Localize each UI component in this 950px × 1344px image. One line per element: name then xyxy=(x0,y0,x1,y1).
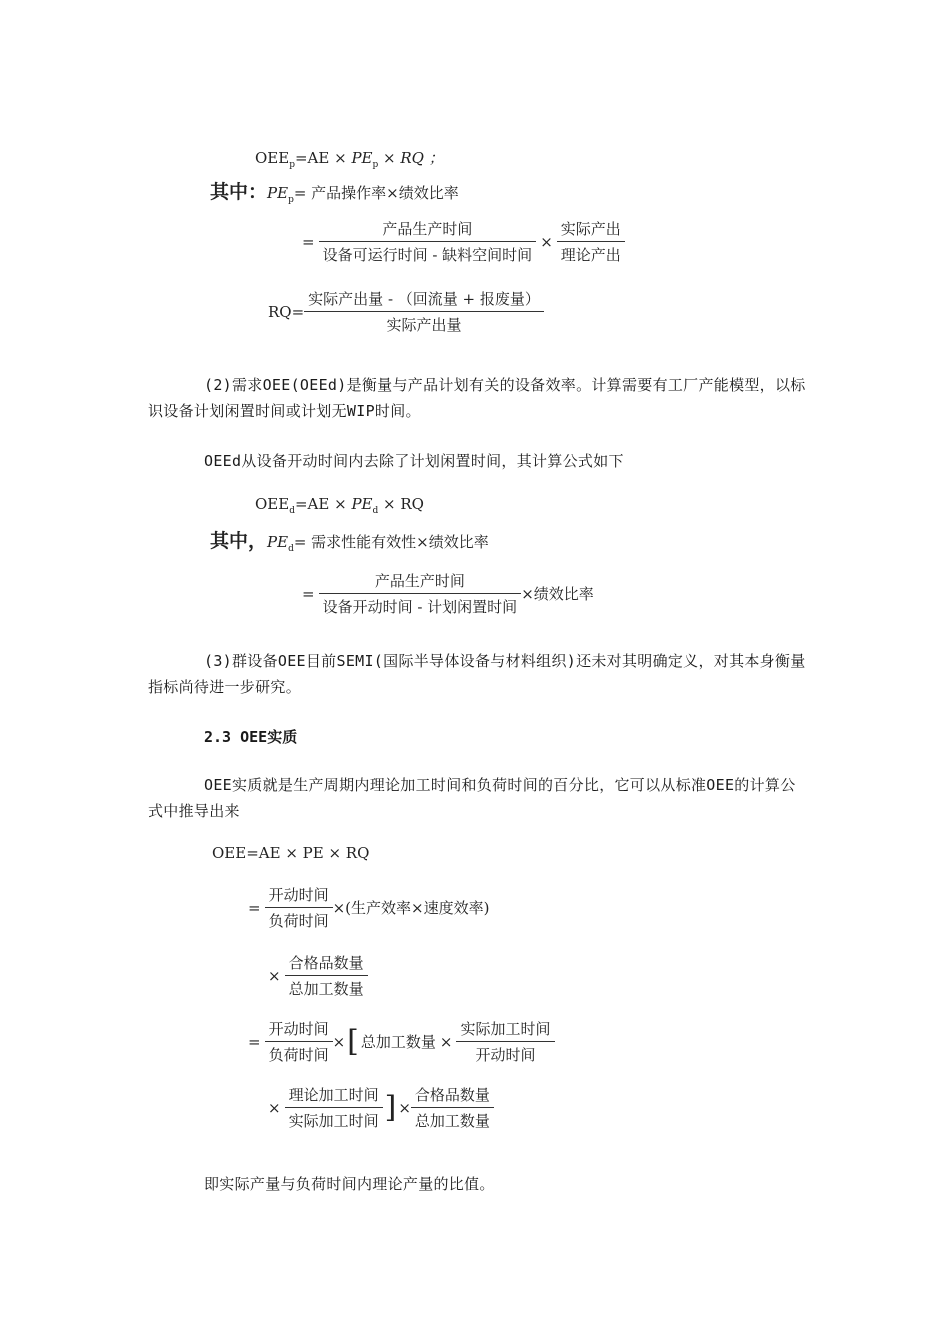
formula-pe-d-fraction: = $\frac{\text{产品生产时间}}{\text{设备开动时间 - 计划闲置时间}}$ ×绩效比率 xyxy=(302,572,594,616)
formula-rq: RQ= $\frac{\text{实际产出量 - （回流量 + 报废量）}}{\text{实际产出量}}$ xyxy=(268,288,544,335)
paragraph-oeed-formula-intro: OEEd从设备开动时间内去除了计划闲置时间，其计算公式如下 xyxy=(204,452,624,470)
formula-pe-p-definition: 其中：$PE_p=$ 产品操作率×绩效比率 xyxy=(210,181,459,205)
formula-pe-p-fraction: = $\frac{\text{产品生产时间}}{\text{设备可运行时间 - 缺料空间时间}}$ × $\frac{\text{实际产出}}{\text{理论产出}}$ xyxy=(298,218,625,265)
formula-pe-d-definition: 其中，$PE_d=$ 需求性能有效性×绩效比率 xyxy=(210,530,489,554)
formula-derivation-step1: = $\frac{\text{开动时间}}{\text{负荷时间}}$ ×(生产效率×速度效率) xyxy=(248,886,490,930)
formula-oee-p: $OEE_p=AE \times PE_p$ × RQ ； xyxy=(255,149,444,170)
paragraph-demand-oee: (2)需求OEE(OEEd)是衡量与产品计划有关的设备效率。计算需要有工厂产能模型，以标识设备计划闲置时间或计划无WIP时间。 xyxy=(148,376,806,420)
formula-derivation-step2: × $\frac{\text{合格品数量}}{\text{总加工数量}}$ xyxy=(264,952,368,999)
formula-oee-standard: OEE=AE × PE × RQ xyxy=(212,844,370,862)
paragraph-conclusion: 即实际产量与负荷时间内理论产量的比值。 xyxy=(204,1175,495,1193)
formula-derivation-step4: × $\frac{\text{理论加工时间}}{\text{实际加工时间}}$ ] × $\frac{\text{合格品数量}}{\text{总加工数量}}$ xyxy=(264,1084,494,1131)
formula-derivation-step3: = $\frac{\text{开动时间}}{\text{负荷时间}}$ × [ 总加工数量 × $\frac{\text{实际加工时间}}{\text{开动时间}}$ xyxy=(244,1018,555,1065)
paragraph-group-oee: (3)群设备OEE目前SEMI(国际半导体设备与材料组织)还未对其明确定义，对其本身衡量指标尚待进一步研究。 xyxy=(148,652,806,696)
formula-oee-d: $OEE_d=AE \times PE_d$ × RQ xyxy=(255,495,424,516)
section-heading-oee-essence: 2.3 OEE实质 xyxy=(204,728,298,746)
paragraph-oee-essence: OEE实质就是生产周期内理论加工时间和负荷时间的百分比，它可以从标准OEE的计算公式中推导出来 xyxy=(148,776,796,820)
